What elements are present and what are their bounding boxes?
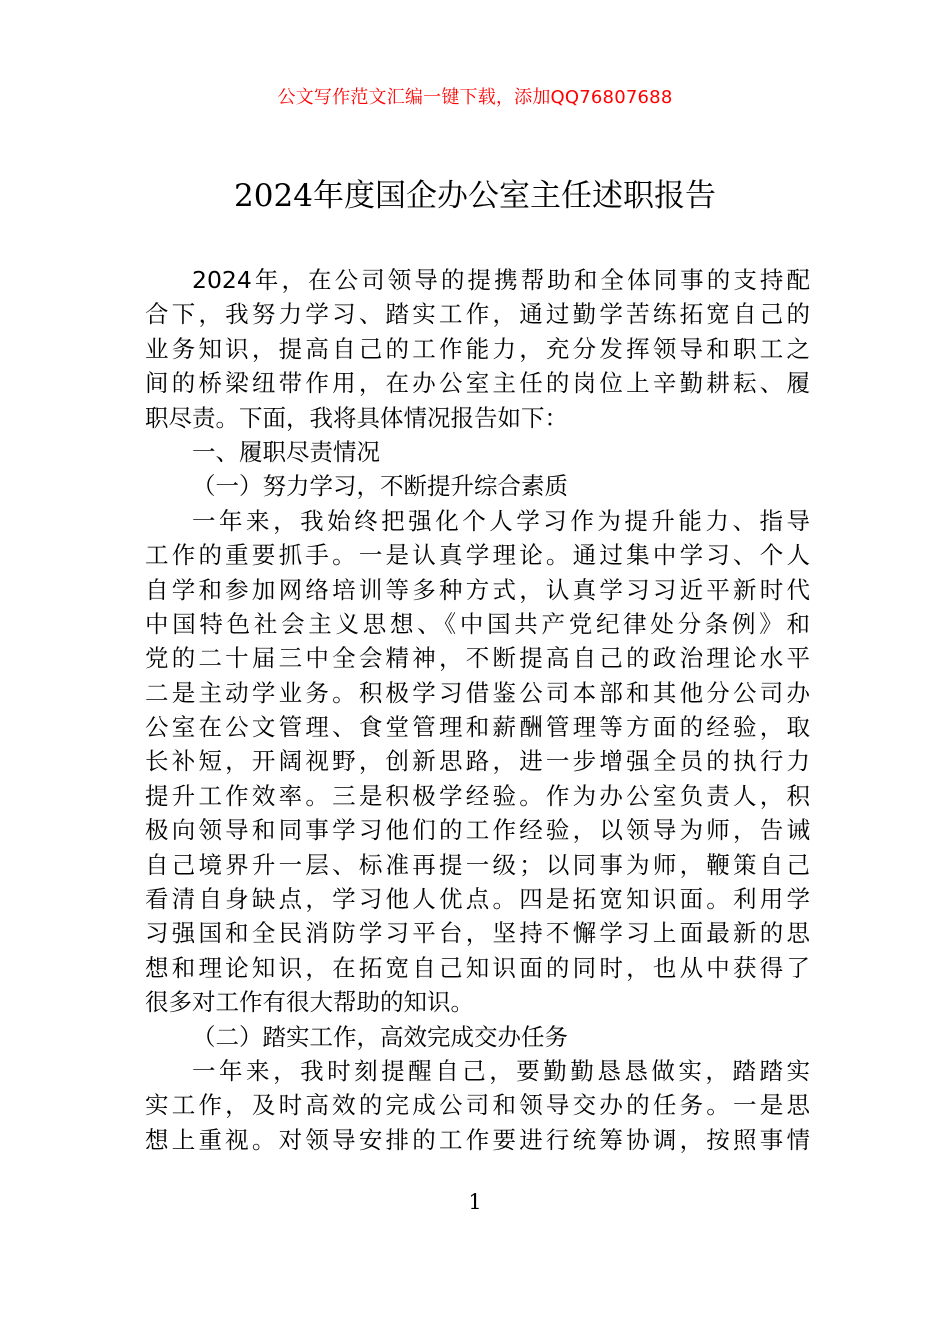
body-line: 自己境界升一层、标准再提一级；以同事为师，鞭策自己 (145, 850, 810, 879)
body-line: 习强国和全民消防学习平台，坚持不懈学习上面最新的思 (145, 919, 810, 948)
body-line: 很多对工作有很大帮助的知识。 (145, 988, 474, 1017)
body-line: 合下，我努力学习、踏实工作，通过勤学苦练拓宽自己的 (145, 300, 810, 329)
body-line: 一年来，我始终把强化个人学习作为提升能力、指导 (192, 506, 810, 535)
subsection-heading: （一）努力学习，不断提升综合素质 (192, 472, 568, 501)
body-line: 党的二十届三中全会精神，不断提高自己的政治理论水平 (145, 644, 810, 673)
body-line: 职尽责。下面，我将具体情况报告如下： (145, 403, 568, 432)
page-number: 1 (468, 1190, 482, 1214)
body-line: 业务知识，提高自己的工作能力，充分发挥领导和职工之 (145, 334, 810, 363)
section-heading: 一、履职尽责情况 (192, 437, 380, 466)
document-body (145, 263, 810, 1157)
body-line: 一年来，我时刻提醒自己，要勤勤恳恳做实，踏踏实 (192, 1056, 810, 1085)
body-line: 长补短，开阔视野，创新思路，进一步增强全员的执行力 (145, 747, 810, 776)
body-line: 看清自身缺点，学习他人优点。四是拓宽知识面。利用学 (145, 885, 810, 914)
body-line: 极向领导和同事学习他们的工作经验，以领导为师，告诫 (145, 816, 810, 845)
body-line: 2024年，在公司领导的提携帮助和全体同事的支持配 (192, 266, 810, 294)
body-line: 实工作，及时高效的完成公司和领导交办的任务。一是思 (145, 1091, 810, 1120)
body-line: 自学和参加网络培训等多种方式，认真学习习近平新时代 (145, 575, 810, 604)
body-line: 二是主动学业务。积极学习借鉴公司本部和其他分公司办 (145, 678, 810, 707)
download-notice: 公文写作范文汇编一键下载，添加QQ76807688 (277, 87, 673, 108)
body-line: 想上重视。对领导安排的工作要进行统筹协调，按照事情 (145, 1125, 810, 1154)
body-line: 想和理论知识，在拓宽自己知识面的同时，也从中获得了 (145, 953, 810, 982)
body-line: 工作的重要抓手。一是认真学理论。通过集中学习、个人 (145, 541, 810, 570)
body-line: 提升工作效率。三是积极学经验。作为办公室负责人，积 (145, 781, 810, 810)
document-title: 2024年度国企办公室主任述职报告 (234, 178, 716, 214)
body-line: 中国特色社会主义思想、《中国共产党纪律处分条例》和 (145, 609, 810, 638)
subsection-heading: （二）踏实工作，高效完成交办任务 (192, 1022, 568, 1051)
body-line: 公室在公文管理、食堂管理和薪酬管理等方面的经验，取 (145, 713, 810, 742)
body-line: 间的桥梁纽带作用，在办公室主任的岗位上辛勤耕耘、履 (145, 369, 810, 398)
